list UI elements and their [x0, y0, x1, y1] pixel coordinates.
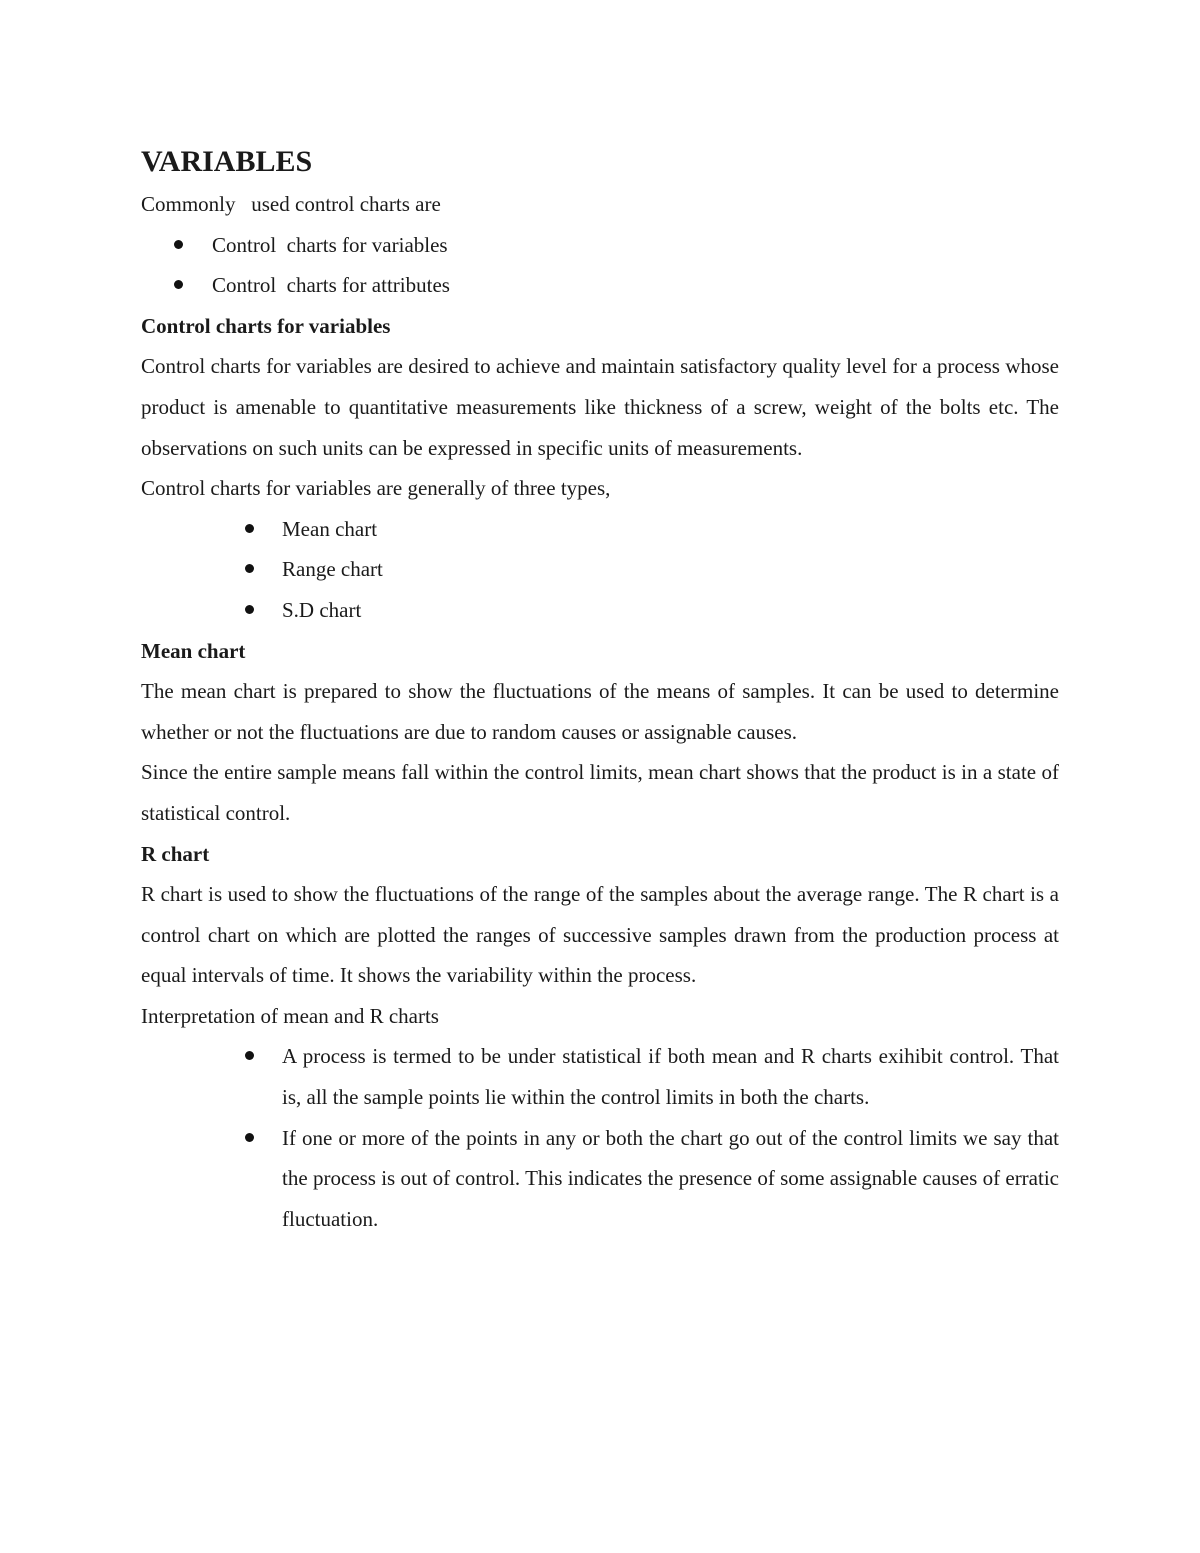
bullet-icon [245, 564, 254, 573]
list-item: Mean chart [141, 509, 1059, 550]
list-item: Range chart [141, 549, 1059, 590]
list-item: If one or more of the points in any or both the chart go out of the control limits we say that the process is out of control. This indicates the presence of some assignable causes of erratic fluctuation. [141, 1118, 1059, 1240]
r-paragraph: R chart is used to show the fluctuations of the range of the samples about the average range. The R chart is a control chart on which are plotted the ranges of successive samples drawn from the production process at equal intervals of time. It shows the variability within the process. [141, 882, 1059, 988]
section-heading-r: R chart [141, 841, 210, 866]
bullet-icon [174, 240, 183, 249]
document-page [141, 140, 1059, 1239]
page-title: VARIABLES [141, 145, 313, 178]
mean-paragraph-2: Since the entire sample means fall within the control limits, mean chart shows that the product is in a state of statistical control. [141, 760, 1059, 825]
bullet-icon [174, 280, 183, 289]
section-heading-variables: Control charts for variables [141, 313, 391, 338]
variables-paragraph: Control charts for variables are desired to achieve and maintain satisfactory quality level for a process whose product is amenable to quantitative measurements like thickness of a screw, weight of the bolts etc. The observations on such units can be expressed in specific units of measurements. [141, 354, 1059, 460]
types-intro: Control charts for variables are generally of three types, [141, 476, 611, 501]
interpretation-intro: Interpretation of mean and R charts [141, 1003, 439, 1028]
list-item: Control charts for variables [141, 225, 1059, 266]
list-item: A process is termed to be under statistical if both mean and R charts exihibit control. That is, all the sample points lie within the control limits in both the charts. [141, 1036, 1059, 1117]
list-item: S.D chart [141, 590, 1059, 631]
chart-kinds-list [141, 225, 1059, 306]
bullet-icon [245, 605, 254, 614]
types-list [141, 509, 1059, 631]
bullet-icon [245, 1133, 254, 1142]
bullet-icon [245, 1051, 254, 1060]
section-heading-mean: Mean chart [141, 638, 246, 663]
list-item: Control charts for attributes [141, 265, 1059, 306]
bullet-icon [245, 524, 254, 533]
mean-paragraph-1: The mean chart is prepared to show the fluctuations of the means of samples. It can be used to determine whether or not the fluctuations are due to random causes or assignable causes. [141, 679, 1059, 744]
intro-text: Commonly used control charts are [141, 192, 441, 216]
interpretation-list [141, 1036, 1059, 1239]
